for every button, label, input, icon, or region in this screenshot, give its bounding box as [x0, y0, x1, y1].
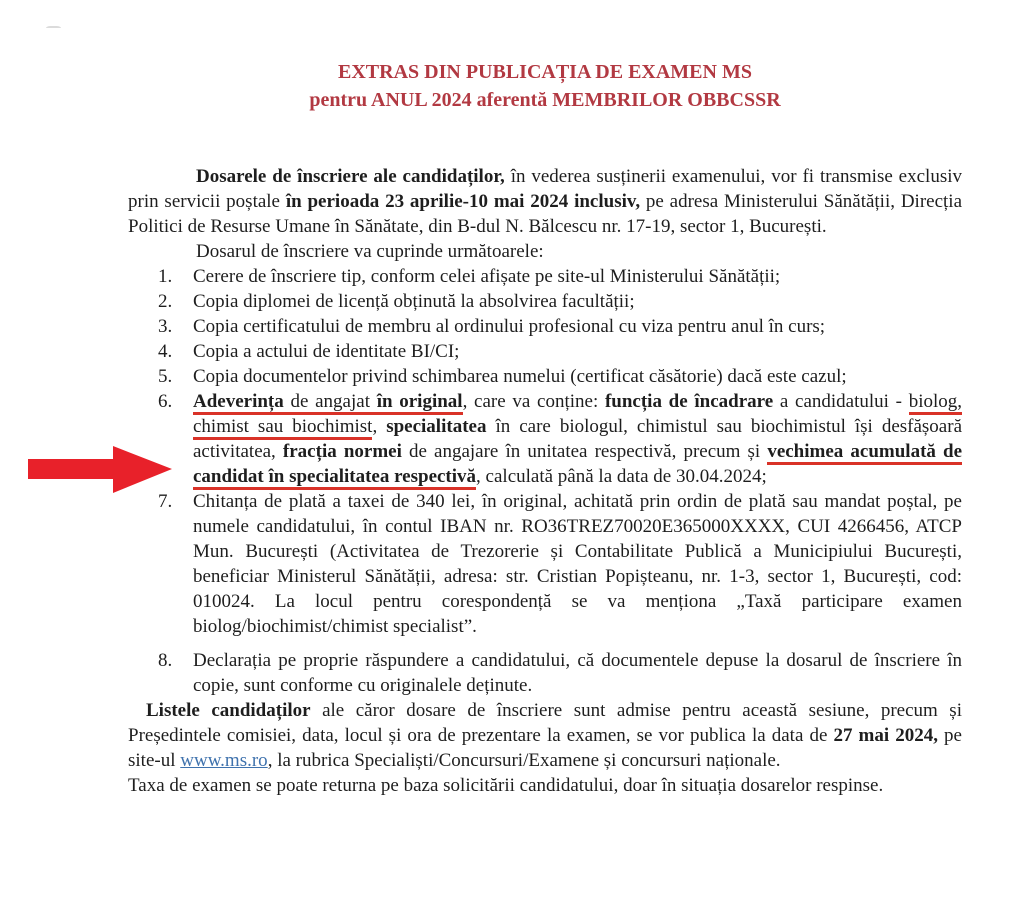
text-segment: ,: [372, 416, 387, 437]
text-segment: de angajat: [284, 391, 377, 415]
list-item-2: [128, 289, 962, 314]
item-number: 4.: [158, 341, 173, 362]
item-text: [193, 650, 962, 696]
text-segment: specialitatea: [386, 416, 487, 437]
text-segment: , la rubrica Specialiști/Concursuri/Examene și concursuri naționale.: [267, 750, 781, 771]
closing-paragraph-lists: [128, 698, 962, 773]
text-segment: în vederea susținerii examenului, vor fi transmise exclusiv prin servicii poștale: [128, 166, 962, 212]
title-line-1: EXTRAS DIN PUBLICAȚIA DE EXAMEN MS: [338, 61, 752, 83]
list-item-5: [128, 364, 962, 389]
item-number: 1.: [158, 266, 173, 287]
title-line-2: pentru ANUL 2024 aferentă MEMBRILOR OBBCSSR: [309, 89, 781, 111]
text-segment: Dosarele de înscriere ale candidaților,: [196, 166, 505, 187]
text-segment: funcția de încadrare: [604, 391, 774, 412]
text-segment: , calculată până la data de 30.04.2024;: [476, 466, 767, 487]
requirements-list: [128, 264, 962, 698]
item-number: 7.: [158, 491, 173, 512]
scan-artifact-mark: [46, 26, 61, 30]
item-number: 8.: [158, 650, 173, 671]
text-segment: Copia a actului de identitate BI/CI;: [193, 341, 460, 362]
intro-paragraph: [128, 164, 962, 239]
item-text: [193, 316, 825, 337]
text-segment: pe site-ul: [128, 725, 962, 771]
text-segment: Cerere de înscriere tip, conform celei afișate pe site-ul Ministerului Sănătății;: [193, 266, 781, 287]
text-segment: în original: [377, 391, 463, 415]
text-segment: Copia certificatului de membru al ordinului profesional cu viza pentru anul în curs;: [193, 316, 826, 337]
text-segment: ale căror dosare de înscriere sunt admise pentru această sesiune, precum și Președintele comisiei, data, locul și ora de prezentare la examen, se vor publica la data de: [128, 700, 962, 746]
text-segment: Declarația pe proprie răspundere a candidatului, că documentele depuse la dosarul de înscriere în copie, sunt conforme cu originalele deținute.: [193, 650, 962, 696]
list-item-1: [128, 264, 962, 289]
text-segment: în perioada 23 aprilie-10 mai 2024 inclusiv,: [285, 191, 641, 212]
list-item-4: [128, 339, 962, 364]
text-segment: Chitanța de plată a taxei de 340 lei, în original, achitată prin ordin de plată sau mandat poștal, pe numele candidatului, în contul IBAN nr. RO36TREZ70020E365000XXXX, CUI 4266456, ATCP Mun. București (Activitatea de Trezorerie și Contabilitate Publică a Municipiului București, beneficiar Ministerul Sănătății, adresa: str. Cristian Popișteanu, nr. 1-3, sector 1, București, cod: 010024. La locul pentru corespondență se va menționa „Taxă participare examen biolog/biochimist/chimist specialist”.: [193, 491, 962, 637]
text-segment: Adeverința: [193, 391, 284, 415]
text-segment: Taxa de examen se poate returna pe baza solicitării candidatului, doar în situația dosarelor respinse.: [128, 775, 884, 796]
text-segment: pe adresa Ministerului Sănătății, Direcția Politici de Resurse Umane în Sănătate, din B-dul N. Bălcescu nr. 17-19, sector 1, București.: [128, 191, 962, 237]
text-segment: de angajare în unitatea respectivă, precum și: [401, 441, 768, 462]
document-title: [128, 58, 962, 114]
item-number: 6.: [158, 391, 173, 412]
text-segment: vechimea acumulată de candidat în specialitatea respectivă: [193, 441, 962, 490]
text-segment: biolog, chimist sau biochimist: [193, 391, 962, 440]
list-item-8: [128, 648, 962, 698]
item-number: 2.: [158, 291, 173, 312]
closing-paragraph-tax: [128, 773, 962, 798]
text-segment: Listele candidaților: [146, 700, 311, 721]
text-segment: Copia documentelor privind schimbarea numelui (certificat căsătorie) dacă este cazul;: [193, 366, 847, 387]
text-segment: fracția normei: [282, 441, 402, 462]
text-segment: 27 mai 2024,: [833, 725, 938, 746]
item-number: 5.: [158, 366, 173, 387]
text-segment: a candidatului -: [773, 391, 909, 412]
text-segment: , care va conține:: [462, 391, 605, 412]
text-segment: în care biologul, chimistul sau biochimistul își desfășoară activitatea,: [193, 416, 962, 462]
list-item-6: [128, 389, 962, 489]
text-segment: Copia diplomei de licență obținută la absolvirea facultății;: [193, 291, 635, 312]
item-text: [193, 491, 962, 637]
item-text: [193, 366, 847, 387]
document-content: [128, 58, 962, 798]
item-text: [193, 391, 962, 490]
list-item-7: [128, 489, 962, 639]
item-text: [193, 341, 459, 362]
item-number: 3.: [158, 316, 173, 337]
list-item-3: [128, 314, 962, 339]
item-text: [193, 291, 635, 312]
ms-ro-link[interactable]: www.ms.ro: [180, 750, 268, 771]
item-text: [193, 266, 780, 287]
list-intro: Dosarul de înscriere va cuprinde următoarele:: [196, 241, 544, 262]
